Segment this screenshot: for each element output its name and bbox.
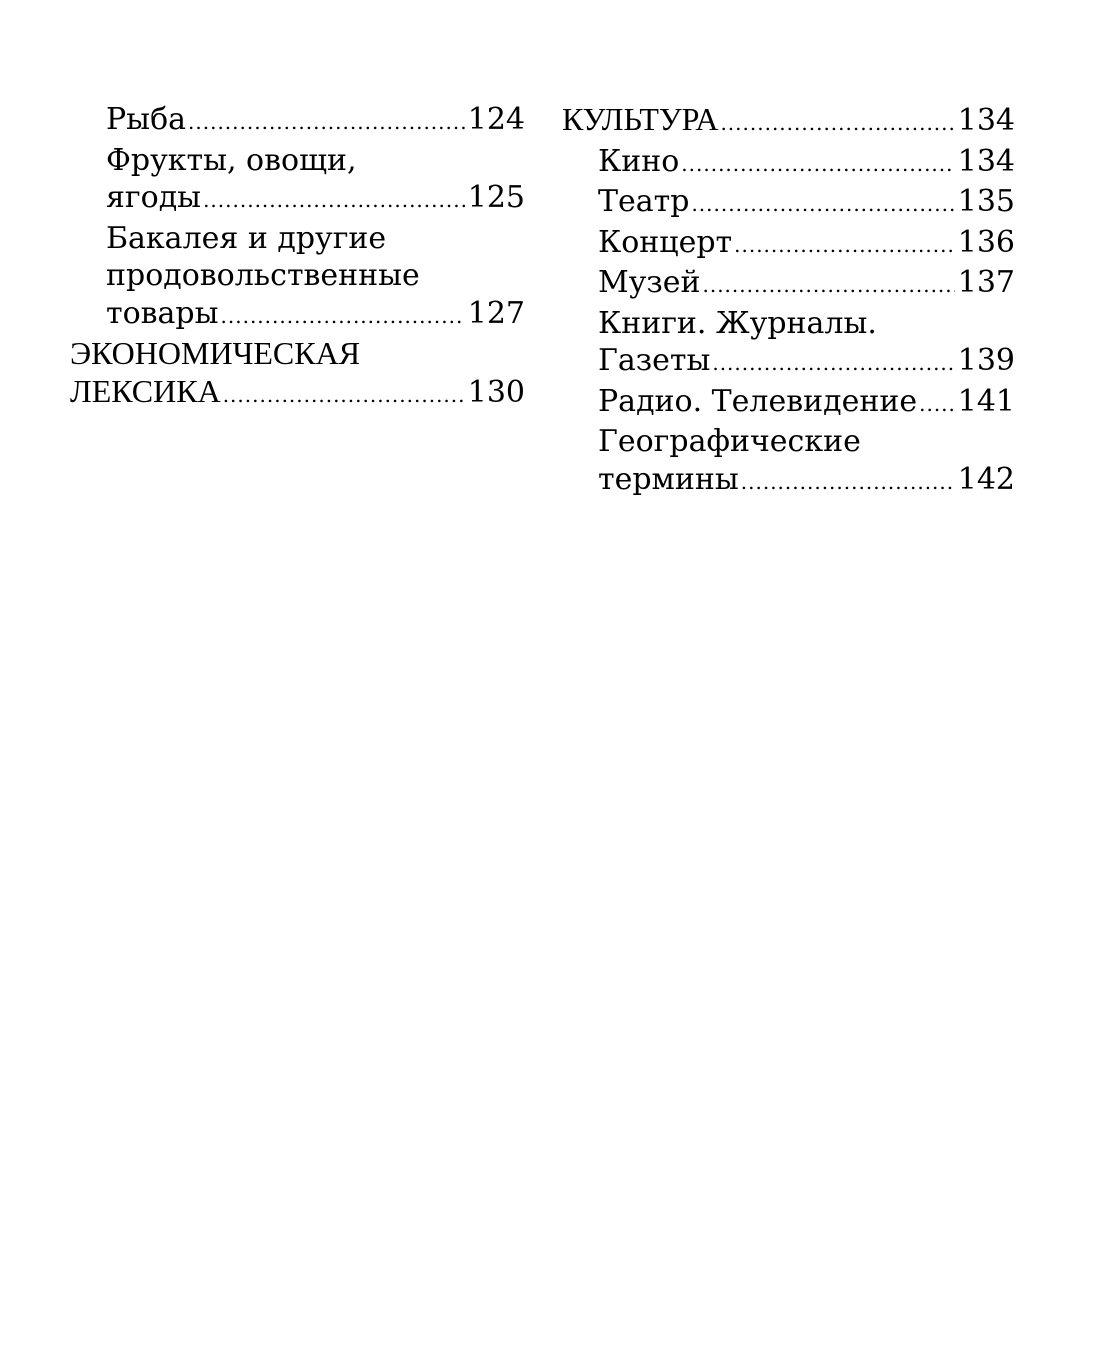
toc-entry-concert[interactable] <box>562 224 1015 265</box>
toc-entry-line <box>598 342 1015 383</box>
toc-entry-line <box>106 257 525 295</box>
toc-entry-museum[interactable] <box>562 264 1015 305</box>
toc-entry-title-part: Географические <box>598 424 861 459</box>
toc-section-title: ЛЕКСИКА <box>70 372 221 409</box>
toc-entry-line <box>106 179 525 220</box>
toc-entry-fish[interactable] <box>70 101 525 142</box>
toc-section-title-part: ЭКОНОМИЧЕСКАЯ <box>70 335 361 371</box>
toc-entry-line <box>598 461 1015 502</box>
toc-entry-geographic-terms[interactable] <box>562 423 1015 501</box>
toc-entry-theatre[interactable] <box>562 183 1015 224</box>
toc-page-number: 135 <box>957 184 1015 219</box>
toc-entry-title-part: Фрукты, овощи, <box>106 142 357 178</box>
toc-section-economic-lexicon[interactable] <box>70 335 525 414</box>
toc-page-number: 136 <box>957 224 1015 260</box>
toc-page-number: 125 <box>467 180 525 215</box>
dot-leader <box>223 374 465 415</box>
toc-entry-fruits[interactable] <box>70 142 525 220</box>
toc-entry-cinema[interactable] <box>562 143 1015 184</box>
toc-page-number: 137 <box>957 265 1015 300</box>
dot-leader <box>720 102 954 143</box>
toc-entry-title-part: Бакалея и другие <box>106 220 387 256</box>
toc-page-number: 134 <box>957 143 1015 179</box>
toc-page-number: 134 <box>957 103 1015 138</box>
toc-entry-line <box>562 101 1015 143</box>
dot-leader <box>691 183 954 224</box>
toc-entry-line <box>598 224 1015 265</box>
dot-leader <box>702 264 954 305</box>
toc-entry-grocery[interactable] <box>70 220 525 336</box>
dot-leader <box>734 224 955 265</box>
toc-entry-line <box>598 264 1015 305</box>
toc-entry-radio-tv[interactable] <box>562 383 1015 424</box>
toc-entry-line <box>598 183 1015 224</box>
toc-entry-line <box>598 305 1015 343</box>
toc-entry-books-magazines[interactable] <box>562 305 1015 383</box>
dot-leader <box>919 383 955 424</box>
toc-entry-title: Кино <box>598 143 680 179</box>
toc-entry-title-part: Книги. Журналы. <box>598 305 877 341</box>
toc-page-number: 139 <box>957 343 1015 378</box>
toc-entry-title-part: продовольственные <box>106 258 420 293</box>
toc-entry-line <box>598 143 1015 184</box>
toc-entry-line <box>598 383 1015 424</box>
toc-entry-line <box>106 295 525 336</box>
toc-entry-line <box>106 142 525 180</box>
toc-section-culture[interactable] <box>562 101 1015 143</box>
toc-entry-title: Музей <box>598 265 701 300</box>
toc-entry-line <box>106 101 525 142</box>
dot-leader <box>741 461 955 502</box>
toc-page-number: 124 <box>467 102 525 137</box>
toc-entry-title: термины <box>598 461 739 497</box>
dot-leader <box>188 101 465 142</box>
toc-left-column <box>70 101 525 414</box>
toc-page-number: 130 <box>467 374 525 410</box>
dot-leader <box>203 179 465 220</box>
toc-page-number: 142 <box>957 461 1015 497</box>
toc-page-number: 141 <box>957 383 1015 419</box>
toc-entry-line <box>106 220 525 258</box>
toc-entry-title: Газеты <box>598 343 711 378</box>
dot-leader <box>681 143 954 184</box>
toc-entry-title: Концерт <box>598 224 733 260</box>
toc-entry-title: Театр <box>598 184 690 219</box>
dot-leader <box>221 295 465 336</box>
toc-entry-title: товары <box>106 295 219 331</box>
toc-entry-line <box>598 423 1015 461</box>
toc-right-column <box>562 101 1015 501</box>
toc-entry-title: ягоды <box>106 180 202 215</box>
toc-section-title: КУЛЬТУРА <box>562 101 719 137</box>
toc-entry-line <box>70 335 525 373</box>
toc-entry-title: Рыба <box>106 102 187 137</box>
toc-entry-title: Радио. Телевидение <box>598 383 918 419</box>
toc-entry-line <box>70 373 525 415</box>
dot-leader <box>712 342 954 383</box>
toc-page-number: 127 <box>467 295 525 331</box>
